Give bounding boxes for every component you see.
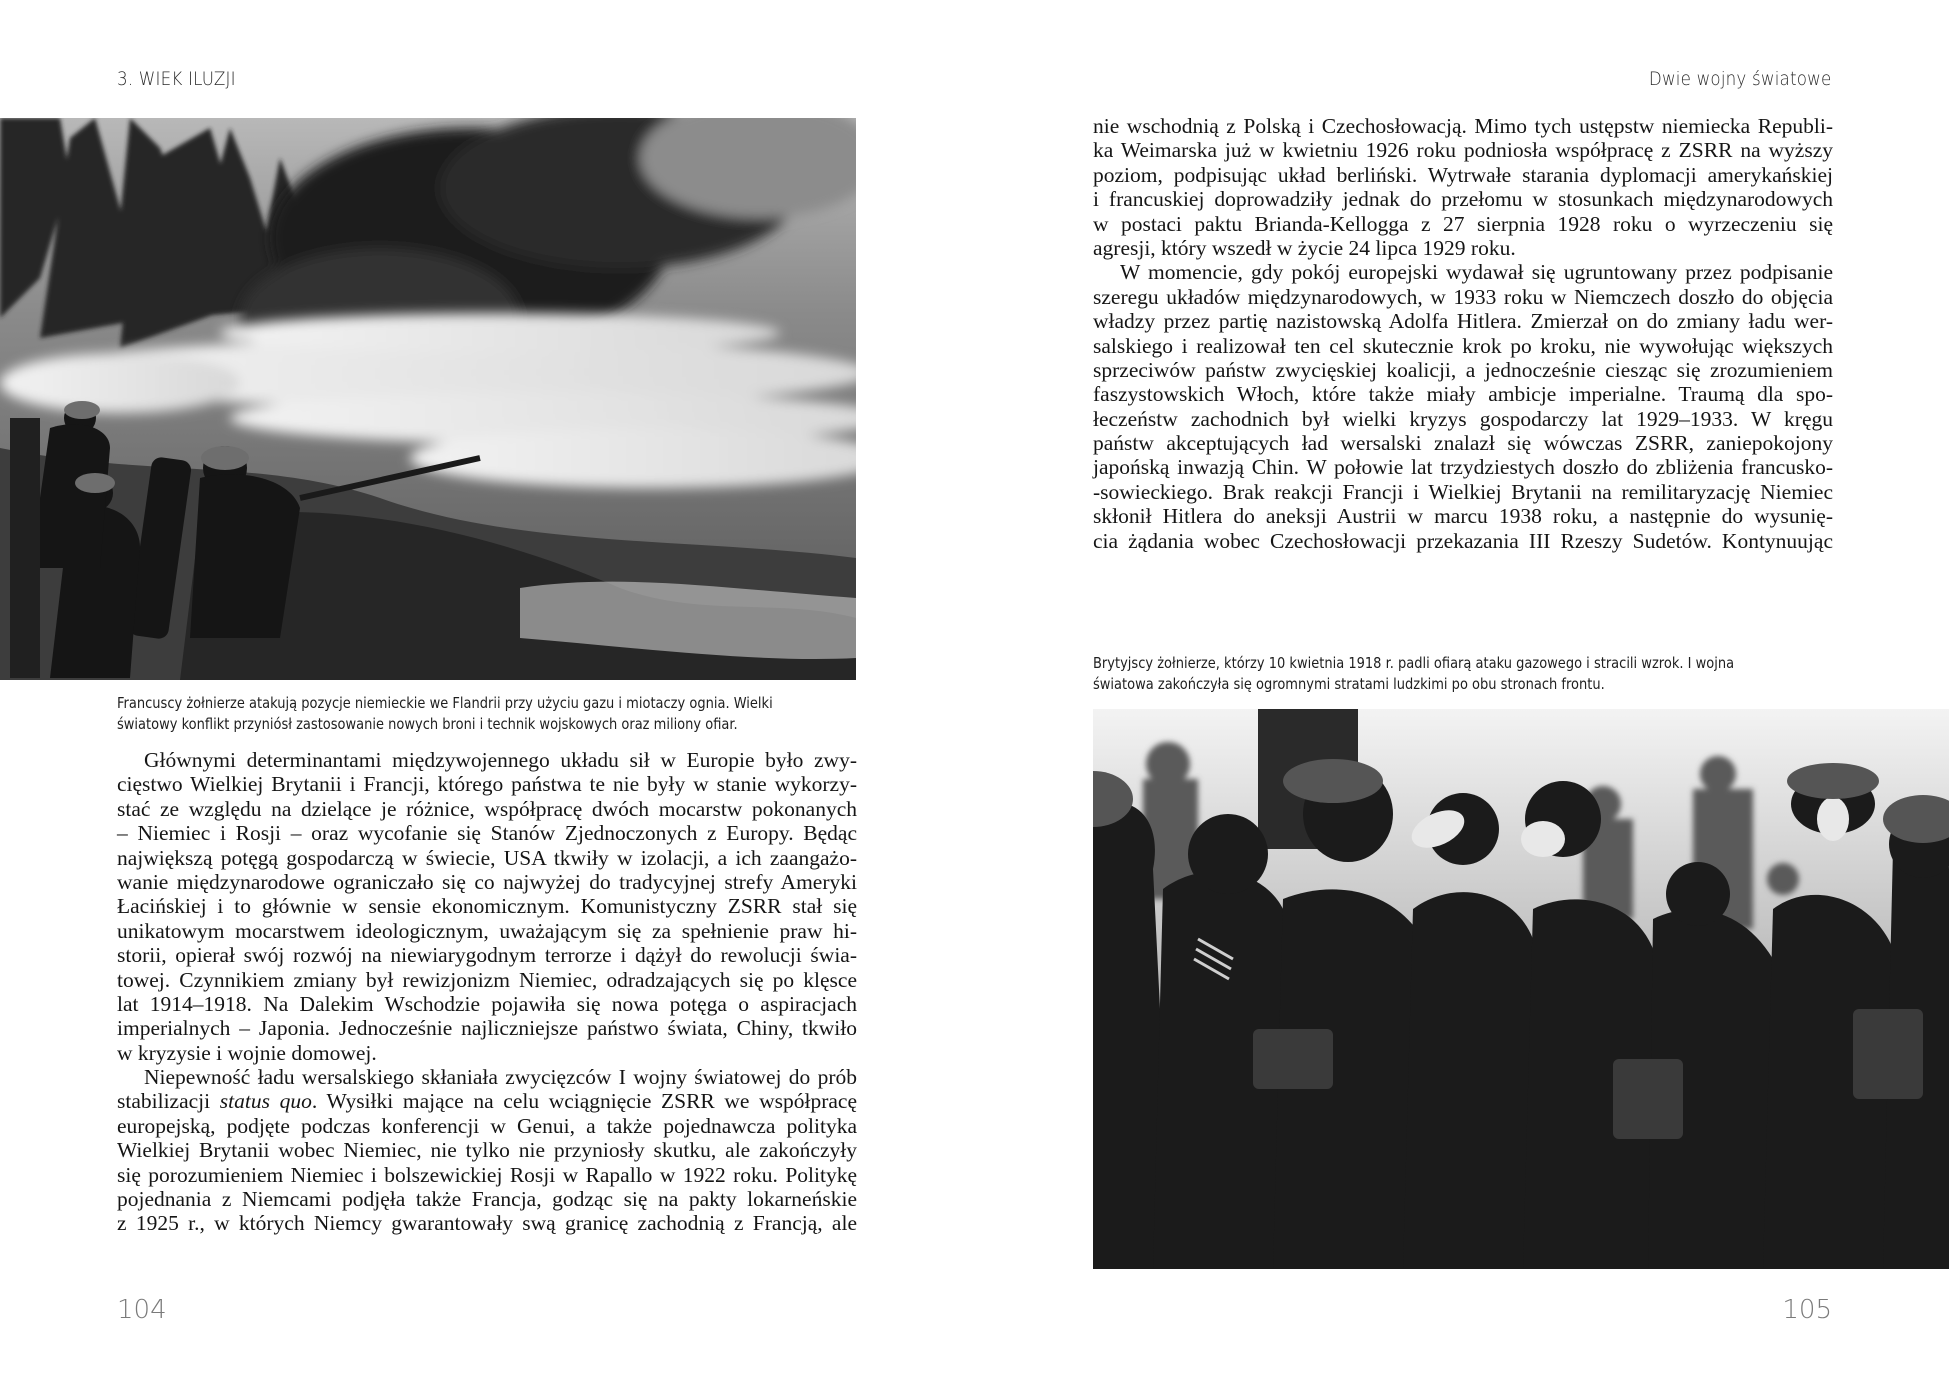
text-line: towej. Czynnikiem zmiany był rewizjonizm Niemiec, odradzających się po klęsce [117,967,857,992]
text-line: władzy przez partię nazistowską Adolfa Hitlera. Zmierzał on do zmiany ładu wer- [1093,309,1833,334]
text-line: storii, opierał swój rozwój na niewiarygodnym terrorze i dążył do rewolucji świa- [117,943,857,968]
text-line: Wielkiej Brytanii wobec Niemiec, nie tylko nie przyniosły skutku, ale zakończyły [117,1138,857,1163]
page-number-left: 104 [117,1295,167,1325]
text-line: pojednania z Niemcami podjęła także Francja, godząc się na pakty lokarneńskie [117,1187,857,1212]
photo-gassed-soldiers [1093,709,1949,1269]
caption-line: światowy konflikt przyniósł zastosowanie nowych broni i technik wojskowych oraz miliony ofiar. [117,715,738,733]
text-line: salskiego i realizował ten cel skutecznie krok po kroku, nie wywołując większych [1093,333,1833,358]
text-line: cia żądania wobec Czechosłowacji przekazania III Rzeszy Sudetów. Kontynuując [1093,528,1833,553]
text-line: w kryzysie i wojnie domowej. [117,1040,377,1065]
text-line: z 1925 r., w których Niemcy gwarantowały swą granicę zachodnią z Francją, ale [117,1211,857,1236]
text-line: faszystowskich Włoch, które także miały ambicje imperialne. Traumą dla spo- [1093,382,1833,407]
caption-line: Francuscy żołnierze atakują pozycje niemieckie we Flandrii przy użyciu gazu i miotaczy ognia. Wielki [117,694,773,712]
right-page [974,0,1949,1388]
text-line-with-italic [117,1089,857,1113]
caption-line: światowa zakończyła się ogromnymi stratami ludzkimi po obu stronach frontu. [1093,675,1605,693]
text-line: agresji, który wszedł w życie 24 lipca 1929 roku. [1093,235,1516,260]
body-text-left [117,748,857,1236]
photo-caption-left [117,693,856,735]
text-line: Głównymi determinantami międzywojennego układu sił w Europie było zwy- [144,748,857,772]
text-line: i francuskiej doprowadziły jednak do przełomu w stosunkach międzynarodowych [1093,187,1833,212]
text-line: -sowieckiego. Brak reakcji Francji i Wielkiej Brytanii na remilitaryzację Niemiec [1093,479,1833,504]
text-line: stać ze względu na dzielące je różnice, współpracę dwóch mocarstw pokonanych [117,796,857,821]
text-line: szeregu układów międzynarodowych, w 1933 roku w Niemczech doszło do objęcia [1093,284,1833,309]
text-line: łeczeństw zachodnich był wielki kryzys gospodarczy lat 1929–1933. W kręgu [1093,406,1833,431]
photo-flamethrower-attack [0,118,856,680]
text-line: państw akceptujących ład wersalski znalazł się wówczas ZSRR, zaniepokojony [1093,431,1833,456]
text-line: europejską, podjęte podczas konferencji w Genui, a także pojednawcza polityka [117,1113,857,1138]
text-line: unikatowym mocarstwem ideologicznym, uważającym się za spełnienie praw hi- [117,918,857,943]
text-line: się porozumieniem Niemiec i bolszewickiej Rosji w Rapallo w 1922 roku. Politykę [117,1162,857,1187]
text-line: lat 1914–1918. Na Dalekim Wschodzie pojawiła się nowa potęga o aspiracjach [117,991,857,1016]
text-fragment: . Wysiłki mające na celu wciągnięcie ZSRR we współpracę [311,1089,857,1114]
running-head-chapter: 3. WIEK ILUZJI [117,68,236,90]
text-line: japońską inwazją Chin. W połowie lat trzydziestych doszło do zbliżenia francusko- [1093,455,1833,480]
text-line: Niepewność ładu wersalskiego skłaniała zwycięzców I wojny światowej do prób [144,1065,857,1090]
running-head-section: Dwie wojny światowe [1648,68,1831,90]
text-line: W momencie, gdy pokój europejski wydawał się ugruntowany przez podpisanie [1120,260,1833,285]
text-line: skłonił Hitlera do aneksji Austrii w marcu 1938 roku, a następnie do wysunię- [1093,504,1833,529]
body-text-right [1093,114,1833,553]
text-line: cięstwo Wielkiej Brytanii i Francji, którego państwa te nie były w stanie wykorzy- [117,772,857,797]
photo-caption-right [1093,653,1832,695]
text-fragment: stabilizacji [117,1089,220,1114]
flamethrower-photo-illustration [0,118,856,680]
text-line: nie wschodnią z Polską i Czechosłowacją. Mimo tych ustępstw niemiecka Republi- [1093,114,1833,138]
text-line: wanie międzynarodowe ograniczało się co najwyżej do tradycyjnej strefy Ameryki [117,869,857,894]
text-line: ka Weimarska już w kwietniu 1926 roku podniosła współpracę z ZSRR na wyższy [1093,138,1833,163]
page-number-right: 105 [1782,1295,1832,1325]
text-line: największą potęgą gospodarczą w świecie, USA tkwiły w izolacji, a ich zaangażo- [117,845,857,870]
text-line: poziom, podpisując układ berliński. Wytrwałe starania dyplomacji amerykańskiej [1093,162,1833,187]
italic-term: status quo [219,1089,312,1114]
text-line: sprzeciwów państw zwycięskiej koalicji, a jednocześnie ciesząc się zrozumieniem [1093,357,1833,382]
text-line: w postaci paktu Brianda-Kellogga z 27 sierpnia 1928 roku o wyrzeczeniu się [1093,211,1833,236]
text-line: imperialnych – Japonia. Jednocześnie najliczniejsze państwo świata, Chiny, tkwiło [117,1016,857,1041]
left-page [0,0,974,1388]
gassed-soldiers-photo-illustration [1093,709,1949,1269]
caption-line: Brytyjscy żołnierze, którzy 10 kwietnia 1918 r. padli ofiarą ataku gazowego i stracili wzrok. I wojna [1093,654,1735,672]
text-line: – Niemiec i Rosji – oraz wycofanie się Stanów Zjednoczonych z Europy. Będąc [117,821,857,846]
text-line: Łacińskiej i to głównie w sensie ekonomicznym. Komunistyczny ZSRR stał się [117,894,857,919]
